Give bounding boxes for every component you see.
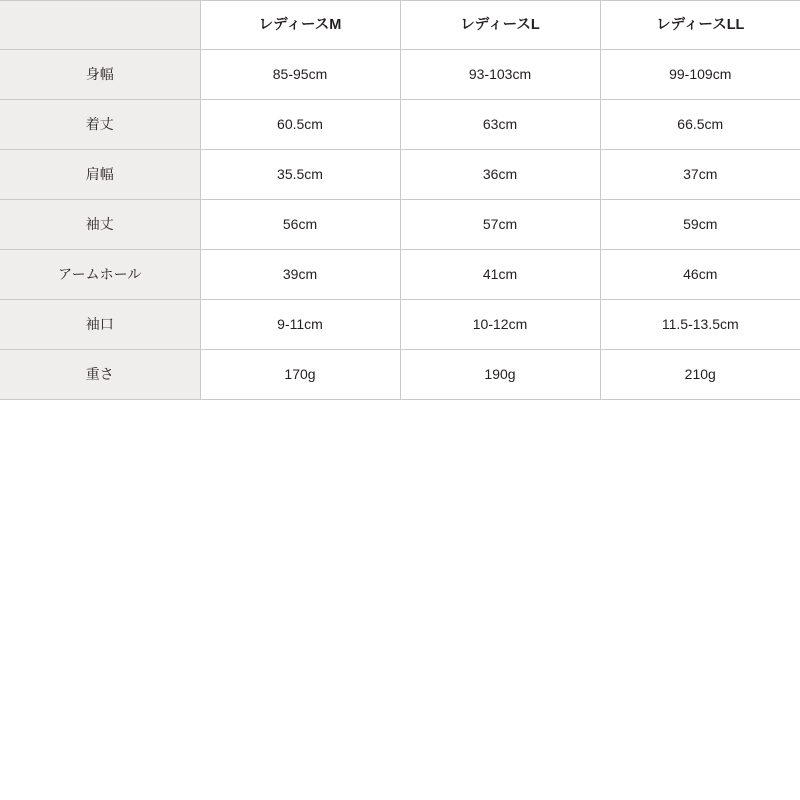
cell-sleeve-length-m: 56cm — [200, 200, 400, 250]
row-label-cuff: 袖口 — [0, 300, 200, 350]
cell-weight-ll: 210g — [600, 350, 800, 400]
table-row — [0, 250, 800, 300]
cell-length-ll: 66.5cm — [600, 100, 800, 150]
cell-shoulder-width-l: 36cm — [400, 150, 600, 200]
column-header-ladies-m: レディースM — [200, 1, 400, 50]
cell-cuff-m: 9-11cm — [200, 300, 400, 350]
table-header — [0, 1, 800, 50]
table-body — [0, 50, 800, 400]
column-header-ladies-l: レディースL — [400, 1, 600, 50]
cell-armhole-ll: 46cm — [600, 250, 800, 300]
cell-weight-l: 190g — [400, 350, 600, 400]
cell-armhole-m: 39cm — [200, 250, 400, 300]
cell-shoulder-width-m: 35.5cm — [200, 150, 400, 200]
table-row — [0, 300, 800, 350]
table-corner-cell — [0, 1, 200, 50]
cell-shoulder-width-ll: 37cm — [600, 150, 800, 200]
cell-cuff-ll: 11.5-13.5cm — [600, 300, 800, 350]
row-label-armhole: アームホール — [0, 250, 200, 300]
cell-body-width-m: 85-95cm — [200, 50, 400, 100]
cell-body-width-l: 93-103cm — [400, 50, 600, 100]
page-blank-area — [0, 400, 800, 800]
cell-sleeve-length-l: 57cm — [400, 200, 600, 250]
row-label-weight: 重さ — [0, 350, 200, 400]
cell-body-width-ll: 99-109cm — [600, 50, 800, 100]
cell-weight-m: 170g — [200, 350, 400, 400]
table-row — [0, 200, 800, 250]
cell-length-l: 63cm — [400, 100, 600, 150]
table-header-row — [0, 1, 800, 50]
row-label-shoulder-width: 肩幅 — [0, 150, 200, 200]
row-label-body-width: 身幅 — [0, 50, 200, 100]
cell-length-m: 60.5cm — [200, 100, 400, 150]
table-row — [0, 150, 800, 200]
row-label-sleeve-length: 袖丈 — [0, 200, 200, 250]
cell-sleeve-length-ll: 59cm — [600, 200, 800, 250]
cell-cuff-l: 10-12cm — [400, 300, 600, 350]
table-row — [0, 350, 800, 400]
cell-armhole-l: 41cm — [400, 250, 600, 300]
row-label-length: 着丈 — [0, 100, 200, 150]
table-row — [0, 50, 800, 100]
table-row — [0, 100, 800, 150]
column-header-ladies-ll: レディースLL — [600, 1, 800, 50]
